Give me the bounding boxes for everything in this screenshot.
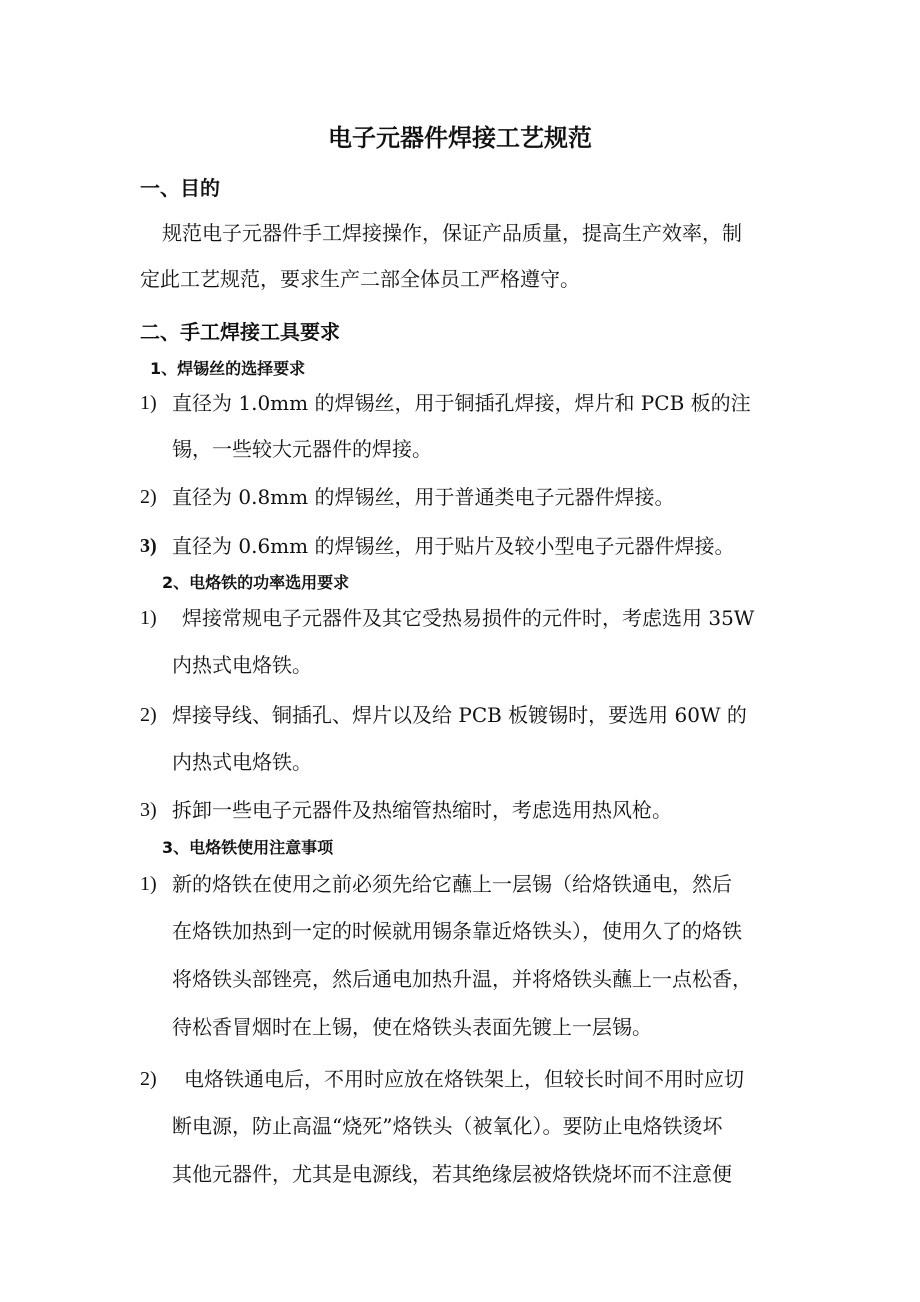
subsection-heading-iron-usage: 3、电烙铁使用注意事项 (162, 838, 334, 857)
subsection-heading-solder-wire: 1、焊锡丝的选择要求 (150, 359, 306, 378)
list-item-line: 电烙铁通电后，不用时应放在烙铁架上，但较长时间不用时应切 (184, 1067, 744, 1091)
list-item-line: 拆卸一些电子元器件及热缩管热缩时，考虑选用热风枪。 (172, 798, 672, 822)
list-number: 3) (140, 799, 157, 821)
list-item-line: 其他元器件，尤其是电源线，若其绝缘层被烙铁烧坏而不注意便 (172, 1162, 732, 1186)
list-item-line: 直径为 0.8mm 的焊锡丝，用于普通类电子元器件焊接。 (172, 485, 675, 509)
section-heading-purpose: 一、目的 (140, 176, 220, 200)
list-number: 2) (140, 704, 157, 726)
subsection-heading-iron-power: 2、电烙铁的功率选用要求 (162, 573, 350, 592)
list-item-line: 锡，一些较大元器件的焊接。 (172, 437, 432, 461)
list-item-line: 待松香冒烟时在上锡，使在烙铁头表面先镀上一层锡。 (172, 1015, 652, 1039)
list-item-line: 直径为 1.0mm 的焊锡丝，用于铜插孔焊接，焊片和 PCB 板的注 (172, 391, 751, 415)
list-item-line: 在烙铁加热到一定的时候就用锡条靠近烙铁头），使用久了的烙铁 (172, 919, 742, 943)
list-item-line: 将烙铁头部锉亮，然后通电加热升温，并将烙铁头蘸上一点松香， (172, 967, 752, 991)
list-number: 2) (140, 486, 157, 508)
list-item-line: 断电源，防止高温“烧死”烙铁头（被氧化）。要防止电烙铁烫坏 (172, 1114, 723, 1138)
paragraph-line: 规范电子元器件手工焊接操作，保证产品质量，提高生产效率，制 (162, 221, 742, 245)
list-number: 2) (140, 1068, 157, 1090)
section-heading-tools: 二、手工焊接工具要求 (140, 320, 340, 344)
list-item-line: 直径为 0.6mm 的焊锡丝，用于贴片及较小型电子元器件焊接。 (172, 534, 735, 558)
list-item-line: 内热式电烙铁。 (172, 653, 312, 677)
document-title: 电子元器件焊接工艺规范 (328, 124, 592, 152)
list-item-line: 内热式电烙铁。 (172, 750, 312, 774)
list-number: 1) (140, 873, 157, 895)
list-item-line: 新的烙铁在使用之前必须先给它蘸上一层锡（给烙铁通电，然后 (172, 872, 732, 896)
list-item-line: 焊接导线、铜插孔、焊片以及给 PCB 板镀锡时，要选用 60W 的 (172, 703, 747, 727)
list-number: 1) (140, 392, 157, 414)
list-item-line: 焊接常规电子元器件及其它受热易损件的元件时，考虑选用 35W (182, 606, 755, 630)
list-number: 1) (140, 607, 157, 629)
paragraph-line: 定此工艺规范，要求生产二部全体员工严格遵守。 (140, 267, 580, 291)
list-number: 3) (140, 535, 157, 557)
